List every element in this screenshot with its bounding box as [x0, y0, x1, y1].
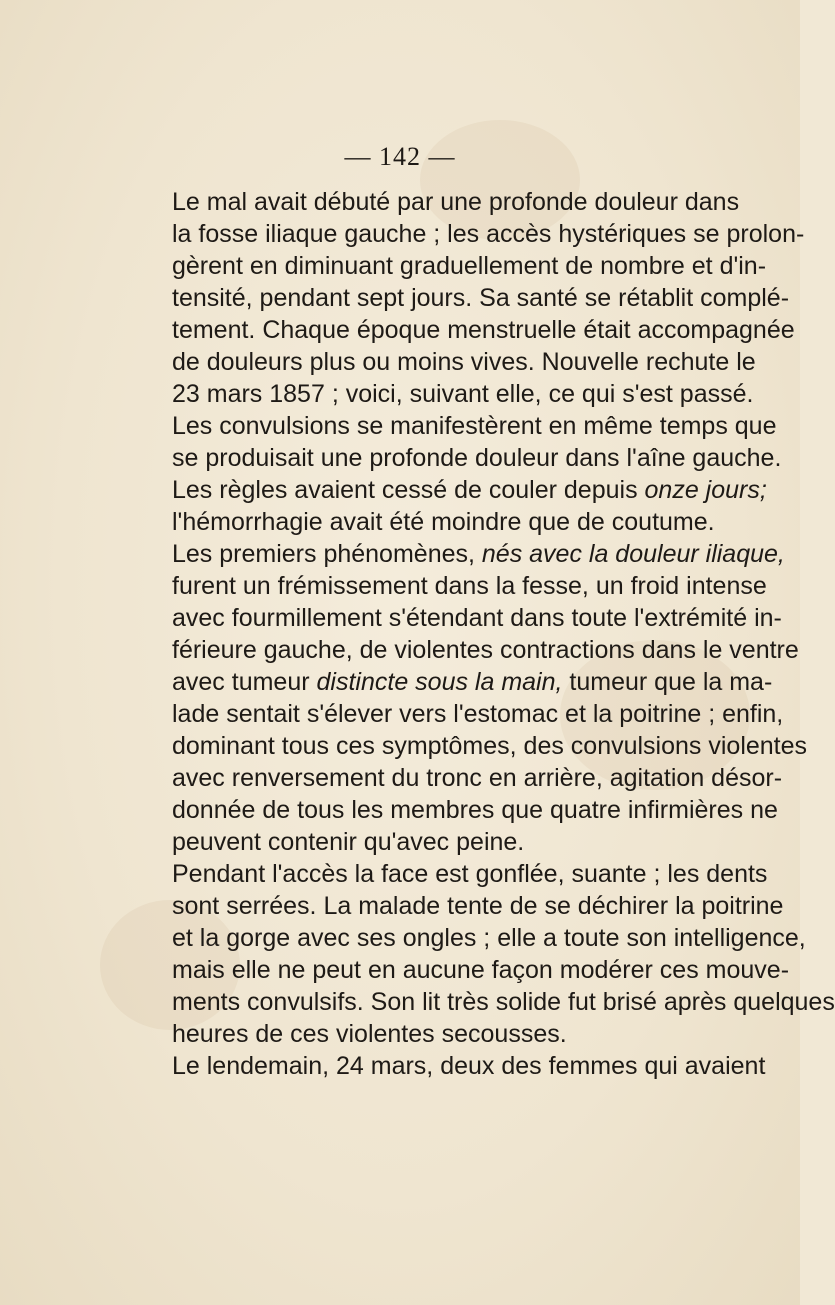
text-segment: 23 mars 1857 ; voici, suivant elle, ce qui s'est passé.	[172, 380, 754, 408]
text-segment: la fosse iliaque gauche ; les accès hystériques se prolon-	[172, 220, 805, 248]
text-line	[172, 538, 785, 570]
body-text	[172, 186, 835, 1082]
text-segment: férieure gauche, de violentes contractions dans le ventre	[172, 636, 799, 664]
text-line	[172, 698, 784, 730]
text-line	[172, 474, 767, 506]
text-line	[172, 314, 795, 346]
text-segment: dominant tous ces symptômes, des convulsions violentes	[172, 732, 808, 760]
text-line	[172, 954, 790, 986]
text-segment: donnée de tous les membres que quatre infirmières ne	[172, 796, 778, 824]
text-segment: de douleurs plus ou moins vives. Nouvelle rechute le	[172, 348, 756, 376]
text-line	[172, 762, 783, 794]
text-segment: Pendant l'accès la face est gonflée, suante ; les dents	[172, 860, 768, 888]
text-segment: Les règles avaient cessé de couler depuis	[172, 476, 645, 504]
text-line	[172, 442, 782, 474]
text-line	[172, 282, 790, 314]
text-line	[172, 794, 778, 826]
text-line	[172, 826, 732, 858]
text-segment: tumeur que la ma-	[562, 668, 773, 696]
text-line	[172, 986, 835, 1018]
text-segment: l'hémorrhagie avait été moindre que de coutume.	[172, 508, 715, 536]
text-line	[172, 378, 754, 410]
text-segment: tensité, pendant sept jours. Sa santé se rétablit complé-	[172, 284, 790, 312]
text-line	[172, 1018, 732, 1050]
text-segment: avec fourmillement s'étendant dans toute l'extrémité in-	[172, 604, 782, 632]
text-segment: avec tumeur	[172, 668, 317, 696]
text-segment: ments convulsifs. Son lit très solide fut brisé après quelques	[172, 988, 835, 1016]
text-segment: avec renversement du tronc en arrière, agitation désor-	[172, 764, 783, 792]
text-line	[172, 666, 773, 698]
text-line	[172, 218, 805, 250]
text-segment: peuvent contenir qu'avec peine.	[172, 828, 525, 856]
text-line	[172, 250, 767, 282]
text-segment: et la gorge avec ses ongles ; elle a toute son intelligence,	[172, 924, 806, 952]
text-segment: Le lendemain, 24 mars, deux des femmes qui avaient	[172, 1052, 766, 1080]
text-line	[172, 858, 768, 890]
text-segment: sont serrées. La malade tente de se déchirer la poitrine	[172, 892, 784, 920]
text-line	[172, 602, 782, 634]
text-line	[172, 890, 784, 922]
text-segment: furent un frémissement dans la fesse, un froid intense	[172, 572, 767, 600]
text-line	[172, 730, 808, 762]
text-line	[172, 506, 732, 538]
text-segment: mais elle ne peut en aucune façon modérer ces mouve-	[172, 956, 790, 984]
text-line	[172, 634, 799, 666]
text-segment: Les premiers phénomènes,	[172, 540, 482, 568]
text-line	[172, 922, 806, 954]
text-line	[172, 1050, 766, 1082]
text-line	[172, 186, 740, 218]
italic-segment: nés avec la douleur iliaque,	[481, 540, 785, 568]
text-line	[172, 410, 777, 442]
text-segment: heures de ces violentes secousses.	[172, 1020, 567, 1048]
text-segment: Le mal avait débuté par une profonde douleur dans	[172, 188, 740, 216]
italic-segment: distincte sous la main,	[316, 668, 563, 696]
text-segment: gèrent en diminuant graduellement de nombre et d'in-	[172, 252, 767, 280]
text-segment: lade sentait s'élever vers l'estomac et la poitrine ; enfin,	[172, 700, 784, 728]
text-segment: Les convulsions se manifestèrent en même temps que	[172, 412, 777, 440]
text-segment: tement. Chaque époque menstruelle était accompagnée	[172, 316, 795, 344]
text-line	[172, 570, 767, 602]
text-line	[172, 346, 756, 378]
text-segment: se produisait une profonde douleur dans l'aîne gauche.	[172, 444, 782, 472]
page-number: — 142 —	[344, 142, 456, 171]
italic-segment: onze jours;	[644, 476, 767, 504]
